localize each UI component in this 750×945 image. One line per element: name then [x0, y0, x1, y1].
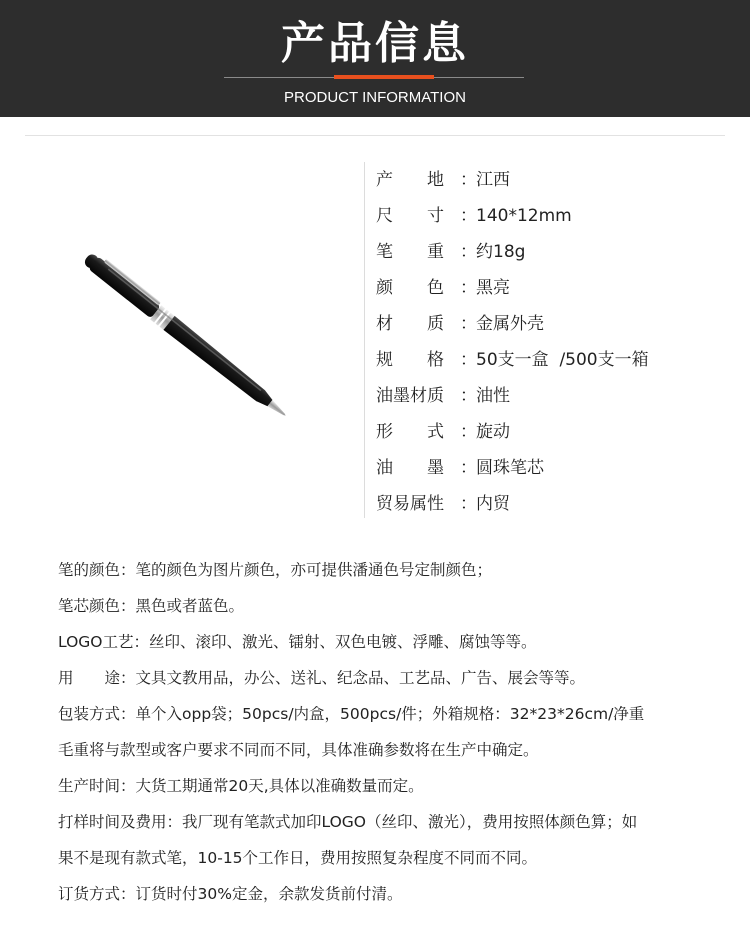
spec-row-form [376, 414, 736, 450]
spec-row-color [376, 270, 736, 306]
spec-label: 形 式 [376, 422, 444, 442]
spec-label: 尺 寸 [376, 206, 444, 226]
spec-row-weight [376, 234, 736, 270]
spec-colon: ： [460, 170, 477, 190]
spec-colon: ： [460, 386, 477, 406]
spec-value: 约18g [476, 242, 526, 262]
ballpoint-pen-icon [60, 230, 320, 450]
spec-row-trade [376, 486, 736, 522]
spec-label: 产 地 [376, 170, 444, 190]
spec-row-ink-material [376, 378, 736, 414]
spec-colon: ： [460, 278, 477, 298]
spec-divider [364, 162, 365, 518]
description-line: 订货方式：订货时付30%定金，余款发货前付清。 [58, 885, 403, 903]
spec-value: 江西 [476, 170, 510, 190]
spec-label: 油 墨 [376, 458, 444, 478]
spec-value: 黑亮 [476, 278, 510, 298]
spec-label: 规 格 [376, 350, 444, 370]
description-line: LOGO工艺：丝印、滚印、激光、镭射、双色电镀、浮雕、腐蚀等等。 [58, 633, 537, 651]
spec-list [376, 162, 736, 522]
spec-colon: ： [460, 494, 477, 514]
spec-label: 油墨材质 [376, 386, 444, 406]
spec-value: 140*12mm [476, 206, 572, 226]
spec-value: 圆珠笔芯 [476, 458, 544, 478]
spec-value: 旋动 [476, 422, 510, 442]
spec-label: 颜 色 [376, 278, 444, 298]
title-accent-bar [334, 75, 434, 79]
spec-label: 笔 重 [376, 242, 444, 262]
spec-label: 贸易属性 [376, 494, 444, 514]
description-line: 生产时间：大货工期通常20天,具体以准确数量而定。 [58, 777, 424, 795]
spec-row-size [376, 198, 736, 234]
spec-colon: ： [460, 206, 477, 226]
header-banner [0, 0, 750, 117]
spec-row-ink [376, 450, 736, 486]
page-title: 产品信息 [281, 18, 469, 69]
spec-colon: ： [460, 458, 477, 478]
spec-row-packing [376, 342, 736, 378]
spec-value: 金属外壳 [476, 314, 544, 334]
description-line: 包装方式：单个入opp袋；50pcs/内盒，500pcs/件；外箱规格：32*23*26cm/净重 [58, 705, 645, 723]
spec-colon: ： [460, 314, 477, 334]
spec-colon: ： [460, 422, 477, 442]
spec-colon: ： [460, 242, 477, 262]
description-line: 果不是现有款式笔，10-15个工作日，费用按照复杂程度不同而不同。 [58, 849, 538, 867]
description-line: 用 途：文具文教用品，办公、送礼、纪念品、工艺品、广告、展会等等。 [58, 669, 586, 687]
section-divider [25, 135, 725, 136]
description-line: 笔的颜色：笔的颜色为图片颜色，亦可提供潘通色号定制颜色； [58, 561, 493, 579]
page-subtitle: PRODUCT INFORMATION [284, 89, 466, 106]
spec-row-material [376, 306, 736, 342]
description-line: 打样时间及费用：我厂现有笔款式加印LOGO（丝印、激光），费用按照体颜色算；如 [58, 813, 638, 831]
spec-value: 50支一盒 /500支一箱 [476, 350, 649, 370]
spec-row-origin [376, 162, 736, 198]
spec-value: 油性 [476, 386, 510, 406]
description-line: 毛重将与款型或客户要求不同而不同，具体准确参数将在生产中确定。 [58, 741, 539, 759]
description-block [58, 552, 748, 912]
spec-colon: ： [460, 350, 477, 370]
spec-label: 材 质 [376, 314, 444, 334]
spec-value: 内贸 [476, 494, 510, 514]
description-line: 笔芯颜色：黑色或者蓝色。 [58, 597, 245, 615]
